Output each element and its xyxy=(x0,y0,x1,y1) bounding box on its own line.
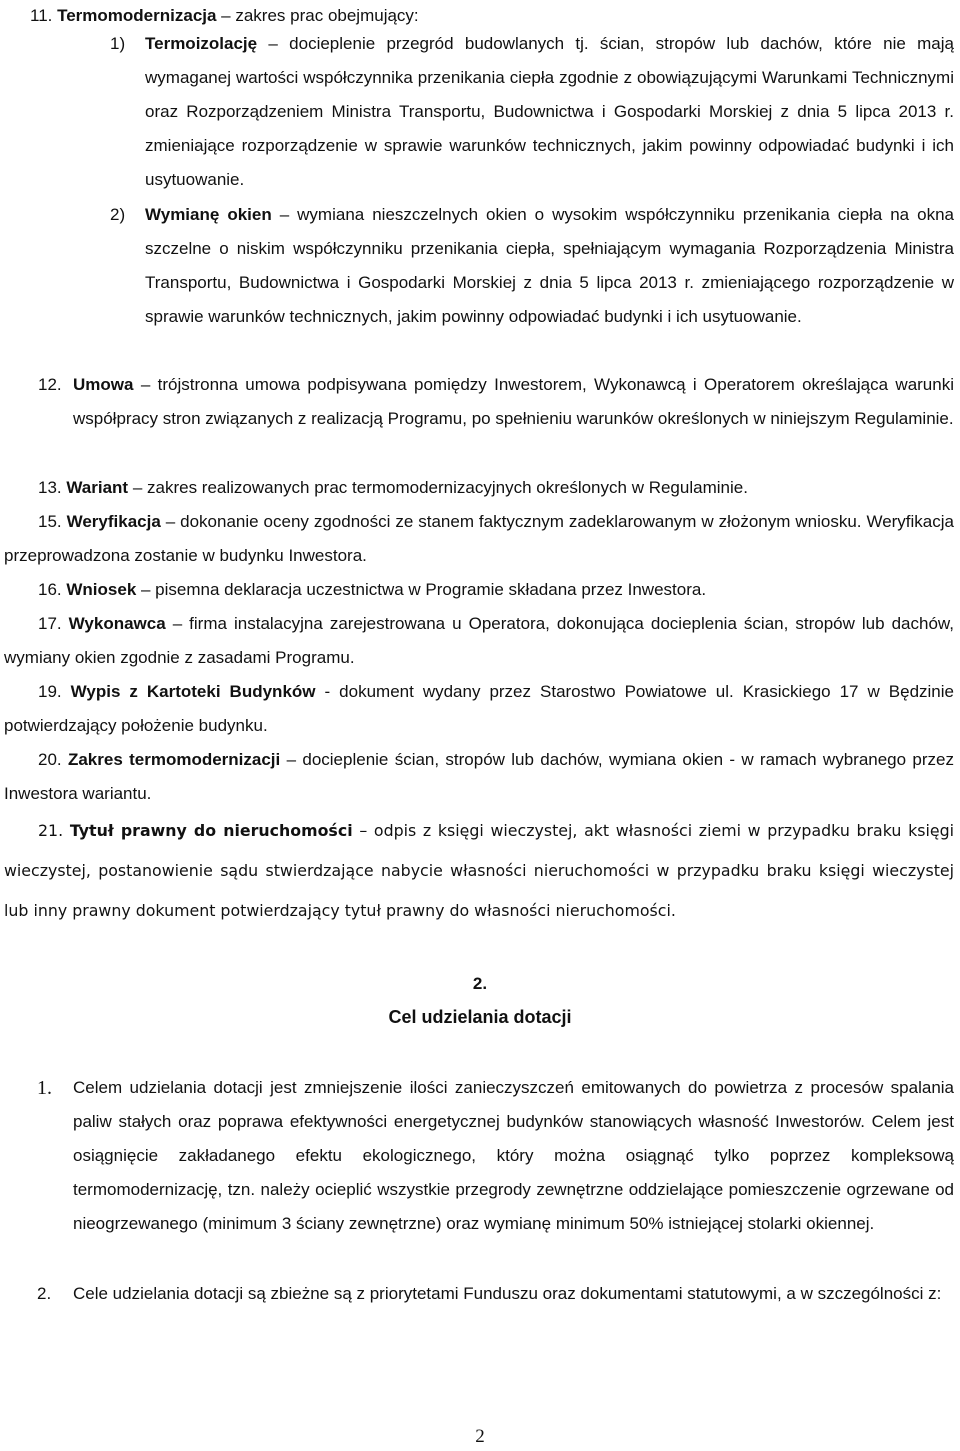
subitem-term: Termoizolację xyxy=(145,34,258,53)
item-number: 12. xyxy=(38,375,62,394)
definition-item-13 xyxy=(38,471,954,505)
definition-item-16 xyxy=(38,573,954,607)
item-number: 20. xyxy=(38,750,62,769)
definition-item-20 xyxy=(4,743,954,811)
goal-point-1 xyxy=(73,1071,954,1241)
definition-item-21 xyxy=(4,811,954,931)
item-term: Zakres termomodernizacji xyxy=(67,750,281,769)
point-text: Celem udzielania dotacji jest zmniejszenie ilości zanieczyszczeń emitowanych do powietrza z procesów spalania paliw stałych oraz poprawa efektywności energetycznej budynków stanowiących własność Inwestorów. Celem jest osiągnięcie zakładanego efektu ekologicznego, który można osiągnąć tylko poprzez kompleksową termomodernizację, tzn. należy ocieplić wszystkie przegrody zewnętrzne oddzielające pomieszczenie ogrzewane od nieogrzewanego (minimum 3 ściany zewnętrzne) oraz wymianę minimum 50% istniejącej stolarki okiennej. xyxy=(73,1078,954,1233)
item-term: Wniosek xyxy=(66,580,137,599)
item-text: – docieplenie ścian, stropów lub dachów, wymiana okien - w ramach wybranego przez Inwestora wariantu. xyxy=(4,750,954,803)
item-text: – firma instalacyjna zarejestrowana u Operatora, dokonująca docieplenia ścian, stropów lub dachów, wymiany okien zgodnie z zasadami Programu. xyxy=(4,614,954,667)
item-number: 17. xyxy=(38,614,62,633)
item-text: – odpis z księgi wieczystej, akt własności ziemi w przypadku braku księgi wieczystej, postanowienie sądu stwierdzające nabycie własności nieruchomości w przypadku braku księgi wieczystej lub inny prawny dokument potwierdzający tytuł prawny do własności nieruchomości. xyxy=(4,821,955,920)
item-text: – zakres prac obejmujący: xyxy=(216,6,419,25)
item-term: Termomodernizacja xyxy=(57,6,217,25)
section-title: Cel udzielania dotacji xyxy=(388,1007,572,1027)
point-number: 1. xyxy=(37,1077,52,1099)
goal-point-2 xyxy=(73,1277,954,1311)
item-number: 11. xyxy=(30,6,53,25)
item-term: Weryfikacja xyxy=(66,512,161,531)
subitem-text: – wymiana nieszczelnych okien o wysokim współczynniku przenikania ciepła na okna szczelne o niskim współczynniku przenikania ciepła, spełniającym wymagania Rozporządzenia Ministra Transportu, Budownictwa i Gospodarki Morskiej z dnia 5 lipca 2013 r. zmieniającego rozporządzenie w sprawie warunków technicznych, jakim powinny odpowiadać budynki i ich usytuowanie. xyxy=(145,205,954,326)
page-number: 2 xyxy=(475,1426,485,1447)
item-text: - dokument wydany przez Starostwo Powiatowe ul. Krasickiego 17 w Będzinie potwierdzający położenie budynku. xyxy=(4,682,954,735)
item-text: – trójstronna umowa podpisywana pomiędzy Inwestorem, Wykonawcą i Operatorem określająca warunki współpracy stron związanych z realizacją Programu, po spełnieniu warunków określonych w niniejszym Regulaminie. xyxy=(73,375,954,428)
subitem-text: – docieplenie przegród budowlanych tj. ścian, stropów lub dachów, które nie mają wymaganej wartości współczynnika przenikania ciepła zgodnie z obowiązującymi Warunkami Technicznymi oraz Rozporządzeniem Ministra Transportu, Budownictwa i Gospodarki Morskiej z dnia 5 lipca 2013 r. zmieniające rozporządzenie w sprawie warunków technicznych, jakim powinny odpowiadać budynki i ich usytuowanie. xyxy=(145,34,954,189)
item-number: 16. xyxy=(38,580,62,599)
item-text: – dokonanie oceny zgodności ze stanem faktycznym zadeklarowanym w złożonym wniosku. Weryfikacja przeprowadzona zostanie w budynku Inwestora. xyxy=(4,512,954,565)
item-number: 19. xyxy=(38,682,62,701)
subitem-number: 2) xyxy=(110,205,126,224)
item-text: – pisemna deklaracja uczestnictwa w Programie składana przez Inwestora. xyxy=(136,580,707,599)
subitem-term: Wymianę okien xyxy=(145,205,272,224)
item-term: Wypis z Kartoteki Budynków xyxy=(70,682,316,701)
section-number: 2. xyxy=(472,974,488,993)
item-text: – zakres realizowanych prac termomodernizacyjnych określonych w Regulaminie. xyxy=(128,478,748,497)
definition-subitem-1 xyxy=(145,27,954,197)
item-term: Wykonawca xyxy=(68,614,166,633)
item-term: Wariant xyxy=(66,478,129,497)
item-term: Umowa xyxy=(73,375,134,394)
item-number: 21. xyxy=(38,821,64,840)
subitem-number: 1) xyxy=(110,34,126,53)
item-number: 13. xyxy=(38,478,62,497)
definition-item-12 xyxy=(73,368,954,436)
definition-subitem-2 xyxy=(145,198,954,334)
item-term: Tytuł prawny do nieruchomości xyxy=(69,821,353,840)
definition-item-15 xyxy=(4,505,954,573)
point-text: Cele udzielania dotacji są zbieżne są z priorytetami Funduszu oraz dokumentami statutowymi, a w szczególności z: xyxy=(73,1284,942,1303)
definition-item-17 xyxy=(4,607,954,675)
point-number: 2. xyxy=(37,1284,52,1303)
item-number: 15. xyxy=(38,512,62,531)
definition-item-19 xyxy=(4,675,954,743)
